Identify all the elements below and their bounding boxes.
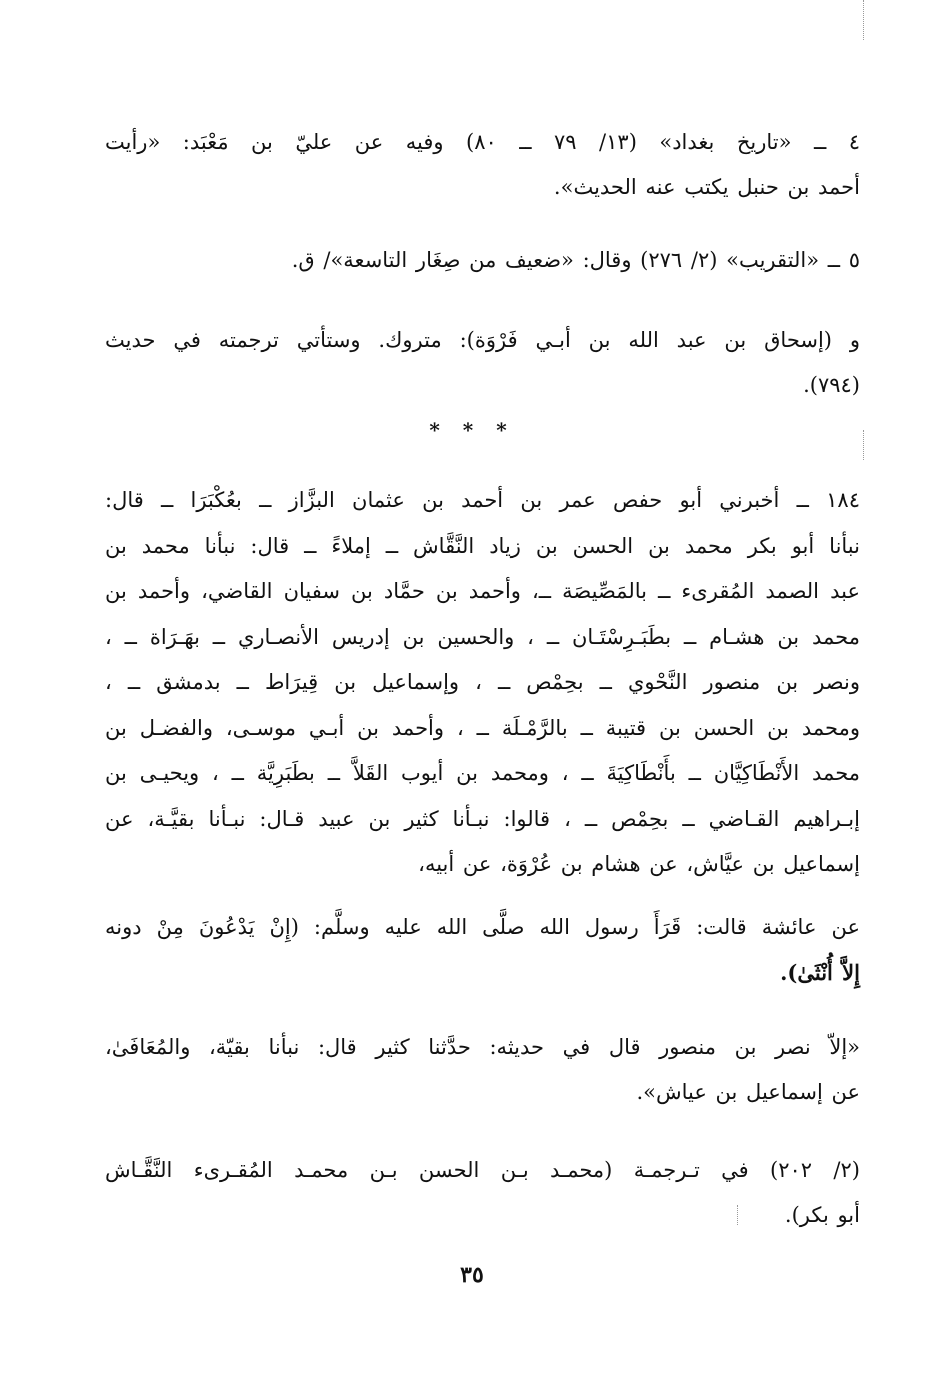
margin-mark	[861, 0, 864, 40]
hadith-isnad	[105, 478, 860, 888]
hadith-matn	[105, 905, 860, 995]
note-line-1: «إلاّ نصر بن منصور قال في حديثه: حدَّثنا كثير قال: نبأنا بقيّة، والمُعَافَىٰ،	[105, 1035, 860, 1059]
footnote-ishaq-line-2: (٧٩٤).	[803, 373, 860, 397]
note-line-2: عن إسماعيل بن عياش».	[636, 1080, 860, 1104]
reference-line-1: (٢/ ٢٠٢) في تـرجمـة (محمـد بـن الحسن بـن محمـد المُقـرىء النَّقَّـاش	[105, 1158, 860, 1182]
hadith-line-8: إبـراهيم القـاضي ــ بحِمْص ــ ، قالوا: نبـأنا كثير بن عبيد قـال: نبـأنا بقيَّـة، عن	[105, 806, 860, 831]
hadith-line-6: ومحمد بن الحسن بن قتيبة ــ بالرَّمْـلَة ــ ، وأحمد بن أبـي موسـى، والفضـل بن	[105, 715, 860, 740]
source-reference	[105, 1148, 860, 1238]
narration-note	[105, 1025, 860, 1115]
hadith-line-1: ١٨٤ ــ أخبرني أبو حفص عمر بن أحمد بن عثمان البزَّاز ــ بعُكْبَرَا ــ قال:	[105, 488, 860, 512]
hadith-line-4: محمد بن هشـام ــ بطَبَـرِسْتَـان ــ ، والحسين بن إدريس الأنصـاري ــ بهَـرَاة ــ ،	[105, 624, 860, 649]
footnote-4-line-2: أحمد بن حنبل يكتب عنه الحديث».	[553, 175, 860, 199]
page-number: ٣٥	[460, 1262, 484, 1288]
footnote-ishaq-line-1: و (إسحاق بن عبد الله بن أبـي فَرْوَة): متروك. وستأتي ترجمته في حديث	[105, 328, 860, 352]
hadith-line-9: إسماعيل بن عيَّاش، عن هشام بن عُرْوَة، عن أبيه،	[418, 852, 860, 876]
hadith-line-2: نبأنا أبو بكر محمد بن الحسن بن زياد النَّقَّاش ــ إملاءً ــ قال: نبأنا محمد بن	[105, 533, 860, 558]
hadith-line-5: ونصر بن منصور النَّحْوي ــ بحِمْص ــ ، وإسماعيل بن قِيرَاط ــ بدمشق ــ ،	[105, 670, 860, 694]
hadith-line-7: محمد الأَنْطَاكِيَّان ــ بأَنْطَاكِيَةَ ــ ، ومحمد بن أيوب القَلاَّ ــ بطَبَرِيَّة ــ ، ويحيـى بن	[105, 761, 860, 785]
reference-line-2: أبو بكر).	[784, 1203, 860, 1227]
footnote-4	[105, 120, 860, 210]
section-separator: * * *	[429, 418, 515, 442]
footnote-ishaq	[105, 318, 860, 408]
footnote-5-line-1: ٥ ــ «التقريب» (٢/ ٢٧٦) وقال: «ضعيف من صِغَار التاسعة»/ ق.	[291, 248, 860, 272]
matn-line-1: عن عائشة قالت: قَرَأَ رسول الله صلَّى الله عليه وسلَّم: (إِنْ يَدْعُونَ مِنْ دونه	[105, 915, 860, 939]
matn-line-2: إِلاَّ أُنْثَىٰ).	[780, 960, 860, 985]
footnote-5	[105, 238, 860, 283]
footnote-4-line-1: ٤ ــ «تاريخ بغداد» (١٣/ ٧٩ ــ ٨٠) وفيه عن عليّ بن مَعْبَد: «رأيت	[105, 130, 860, 154]
hadith-line-3: عبد الصمد المُقرىء ــ بالمَصِّيصَة ــ، وأحمد بن حمَّاد بن سفيان القاضي، وأحمد بن	[105, 579, 860, 603]
